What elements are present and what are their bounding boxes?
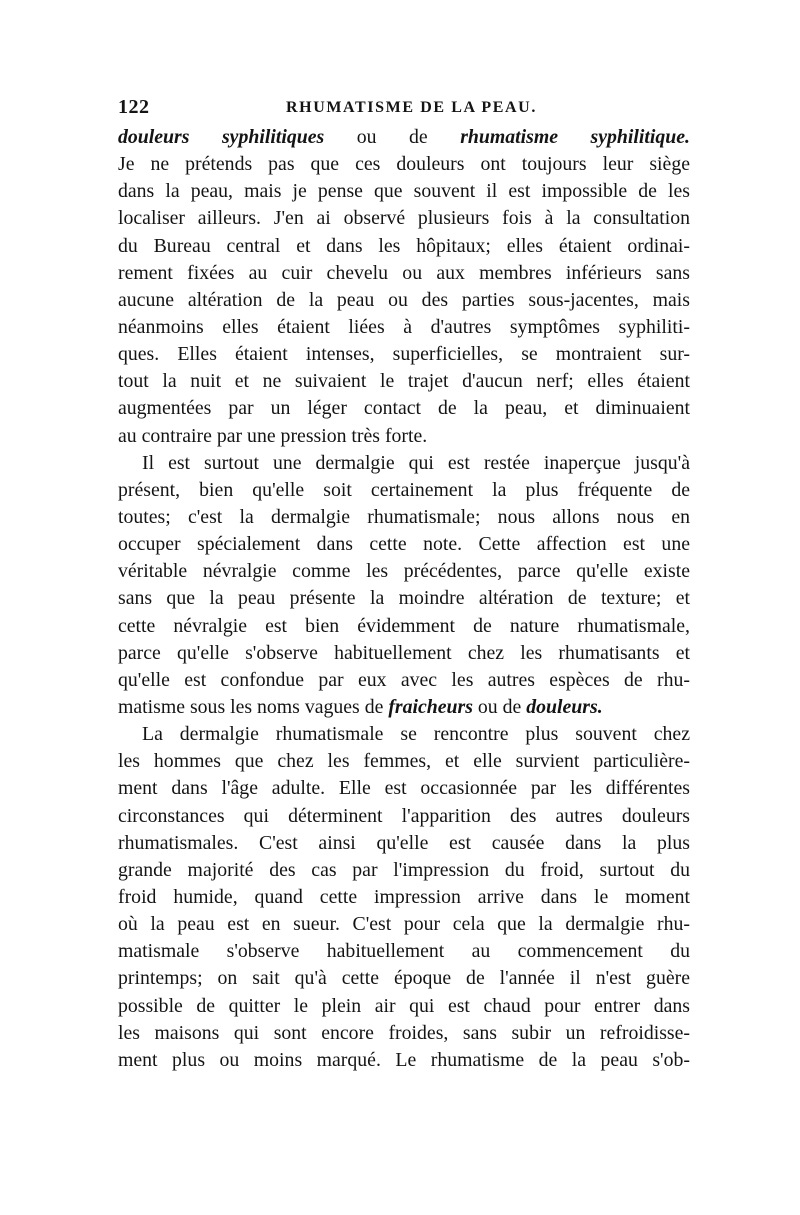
running-title: RHUMATISME DE LA PEAU. bbox=[286, 99, 537, 116]
text-line: les hommes que chez les femmes, et elle survient particulière- bbox=[118, 750, 690, 773]
text-line: toutes; c'est la dermalgie rhumatismale; nous allons nous en bbox=[118, 505, 690, 528]
text-line: froid humide, quand cette impression arrive dans le moment bbox=[118, 885, 690, 908]
text-line: printemps; on sait qu'à cette époque de l'année il n'est guère bbox=[118, 967, 690, 990]
text-line: aucune altération de la peau ou des parties sous-jacentes, mais bbox=[118, 288, 690, 311]
text-line: La dermalgie rhumatismale se rencontre plus souvent chez bbox=[142, 723, 690, 746]
text-line: possible de quitter le plein air qui est chaud pour entrer dans bbox=[118, 994, 690, 1017]
text-line: matisme sous les noms vagues de fraicheurs ou de douleurs. bbox=[118, 695, 603, 718]
text-line: du Bureau central et dans les hôpitaux; elles étaient ordinai- bbox=[118, 234, 690, 257]
text-line: ment plus ou moins marqué. Le rhumatisme de la peau s'ob- bbox=[118, 1048, 690, 1071]
text-line: néanmoins elles étaient liées à d'autres symptômes syphiliti- bbox=[118, 315, 690, 338]
text-line: les maisons qui sont encore froides, sans subir un refroidisse- bbox=[118, 1021, 690, 1044]
text-line: sans que la peau présente la moindre altération de texture; et bbox=[118, 587, 690, 610]
text-line: au contraire par une pression très forte. bbox=[118, 424, 428, 447]
text-line: rhumatismales. C'est ainsi qu'elle est causée dans la plus bbox=[118, 831, 690, 854]
paragraph bbox=[118, 450, 690, 721]
text-line: où la peau est en sueur. C'est pour cela que la dermalgie rhu- bbox=[118, 913, 690, 936]
text-line: ment dans l'âge adulte. Elle est occasionnée par les différentes bbox=[118, 777, 690, 800]
text-line: augmentées par un léger contact de la peau, et diminuaient bbox=[118, 397, 690, 420]
text-line: douleurs syphilitiques ou de rhumatisme syphilitique. bbox=[118, 126, 690, 148]
text-line: occuper spécialement dans cette note. Cette affection est une bbox=[118, 533, 690, 556]
page-number: 122 bbox=[118, 96, 150, 118]
text-line: présent, bien qu'elle soit certainement la plus fréquente de bbox=[118, 478, 690, 501]
text-line: parce qu'elle s'observe habituellement chez les rhumatisants et bbox=[118, 641, 690, 664]
text-line: rement fixées au cuir chevelu ou aux membres inférieurs sans bbox=[118, 261, 690, 284]
paragraph bbox=[118, 721, 690, 1074]
text-line: dans la peau, mais je pense que souvent il est impossible de les bbox=[118, 180, 690, 203]
text-line: matismale s'observe habituellement au commencement du bbox=[118, 940, 690, 963]
text-line: tout la nuit et ne suivaient le trajet d'aucun nerf; elles étaient bbox=[118, 370, 690, 393]
text-line: localiser ailleurs. J'en ai observé plusieurs fois à la consultation bbox=[118, 207, 690, 230]
text-line: cette névralgie est bien évidemment de nature rhumatismale, bbox=[118, 614, 690, 637]
body-text bbox=[118, 124, 690, 1074]
text-line: Je ne prétends pas que ces douleurs ont toujours leur siège bbox=[118, 153, 690, 176]
text-line: ques. Elles étaient intenses, superficielles, se montraient sur- bbox=[118, 343, 690, 366]
text-line: circonstances qui déterminent l'apparition des autres douleurs bbox=[118, 804, 690, 827]
text-line: qu'elle est confondue par eux avec les autres espèces de rhu- bbox=[118, 668, 690, 691]
paragraph bbox=[118, 124, 690, 450]
text-line: véritable névralgie comme les précédentes, parce qu'elle existe bbox=[118, 560, 690, 583]
text-line: Il est surtout une dermalgie qui est restée inaperçue jusqu'à bbox=[142, 451, 690, 474]
text-line: grande majorité des cas par l'impression du froid, surtout du bbox=[118, 858, 690, 881]
running-head bbox=[118, 96, 690, 120]
